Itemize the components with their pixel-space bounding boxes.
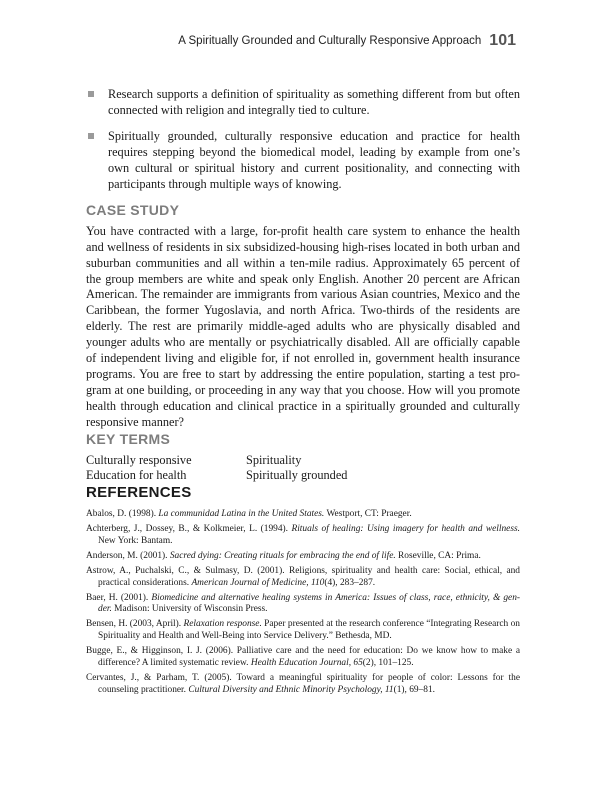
references-heading: REFERENCES	[86, 483, 192, 501]
ref-text: Achterberg, J., Dossey, B., & Kolkmeier, L. (1994).	[86, 523, 292, 534]
ref-text: Astrow, A., Puchalski, C., & Sulmasy, D. (2001). Religions, spirituality and health care: Social, ethical, and practical considerations.	[86, 565, 520, 588]
key-terms-grid	[86, 453, 520, 484]
key-term: Education for health	[86, 468, 187, 483]
key-term: Culturally responsive	[86, 452, 192, 467]
reference-entry	[86, 509, 520, 521]
ref-title: Biomedicine and alternative healing systems in America: Issues of class, race, ethnicity, & gen-der.	[98, 592, 521, 615]
ref-title: Health Education Journal, 65	[250, 657, 363, 668]
ref-title: Cultural Diversity and Ethnic Minority Psychology, 11	[188, 684, 394, 695]
bullet-text: Spiritually grounded, culturally responsive education and practice for health requires stepping beyond the biomedical model, leading by example from one’s own cultural or spiritual history and current positionality, and connecting with participants through multiple ways of knowing.	[108, 128, 520, 192]
running-title: A Spiritually Grounded and Culturally Responsive Approach	[178, 35, 482, 47]
ref-text: Bensen, H. (2003, April).	[86, 619, 184, 630]
ref-text: (2), 101–125.	[362, 657, 414, 668]
reference-entry	[86, 524, 520, 547]
reference-entry	[86, 646, 520, 669]
case-study-body: You have contracted with a large, for-profit health care system to enhance the health and wellness of residents in six subsidized-housing high-rises located in both urban and suburban communities and all within a ten-mile radius. Approximately 65 percent of the group members are white and speak only English. Another 20 percent are African American. The remainder are immigrants from various Asian countries, Mexico and the Caribbean, the former Yugoslavia, and north Africa. Two-thirds of the residents are elderly. The rest are primarily middle-aged adults who are physically disabled and younger adults who are mentally or psychiatrically disabled. All are officially capable of independent living and eligible for, if not enrolled in, government health insurance programs. You are free to start by addressing the entire population, starting a test pro-gram at one building, or proceeding in any way that you choose. How will you promote health through education and clinical practice in a spiritually grounded and culturally responsive manner?	[86, 223, 520, 429]
page-number: 101	[489, 32, 516, 49]
reference-entry	[86, 619, 520, 642]
reference-entry	[86, 551, 520, 563]
ref-text: Roseville, CA: Prima.	[395, 550, 481, 561]
square-bullet-icon	[88, 133, 94, 139]
key-term: Spirituality	[246, 452, 302, 467]
key-terms-heading: KEY TERMS	[86, 430, 171, 447]
list-item	[86, 128, 520, 193]
ref-text: Baer, H. (2001).	[86, 592, 152, 603]
ref-text: Madison: University of Wisconsin Press.	[111, 604, 268, 615]
reference-entry	[86, 593, 520, 616]
ref-text: (1), 69–81.	[393, 684, 436, 695]
ref-title: American Journal of Medicine, 110	[191, 577, 325, 588]
ref-text: Anderson, M. (2001).	[86, 550, 170, 561]
ref-text: Cervantes, J., & Parham, T. (2005). Toward a meaningful spirituality for people of color: Lessons for the counseling practitioner.	[86, 673, 520, 695]
bullet-text: Research supports a definition of spirituality as something different from but often connected with religion and integrally tied to culture.	[108, 87, 520, 118]
running-head	[86, 32, 516, 50]
ref-title: Relaxation response.	[183, 619, 262, 630]
references-list	[86, 509, 520, 696]
ref-text: Abalos, D. (1998).	[86, 508, 159, 519]
ref-title: La communidad Latina in the United States.	[158, 508, 325, 519]
reference-entry	[86, 566, 520, 589]
case-study-heading: CASE STUDY	[86, 201, 180, 218]
ref-text: Westport, CT: Praeger.	[324, 508, 412, 519]
ref-title: Rituals of healing: Using imagery for health and wellness.	[291, 523, 520, 534]
list-item	[86, 86, 520, 119]
key-term: Spiritually grounded	[246, 468, 348, 483]
ref-text: Bugge, E., & Higginson, I. J. (2006). Palliative care and the need for education: Do we know how to make a difference? A limited systematic review.	[86, 646, 520, 668]
ref-title: Sacred dying: Creating rituals for embracing the end of life.	[169, 550, 396, 561]
ref-text: New York: Bantam.	[98, 535, 173, 546]
square-bullet-icon	[88, 91, 94, 97]
page-content	[86, 86, 520, 700]
ref-text: (4), 283–287.	[324, 577, 376, 588]
ref-text: Paper presented at the research conference “Integrating Research on Spirituality and Health and Well-Being into Service Delivery.” Bethesda, MD.	[98, 619, 520, 642]
reference-entry	[86, 673, 520, 696]
summary-bullets	[86, 86, 520, 193]
